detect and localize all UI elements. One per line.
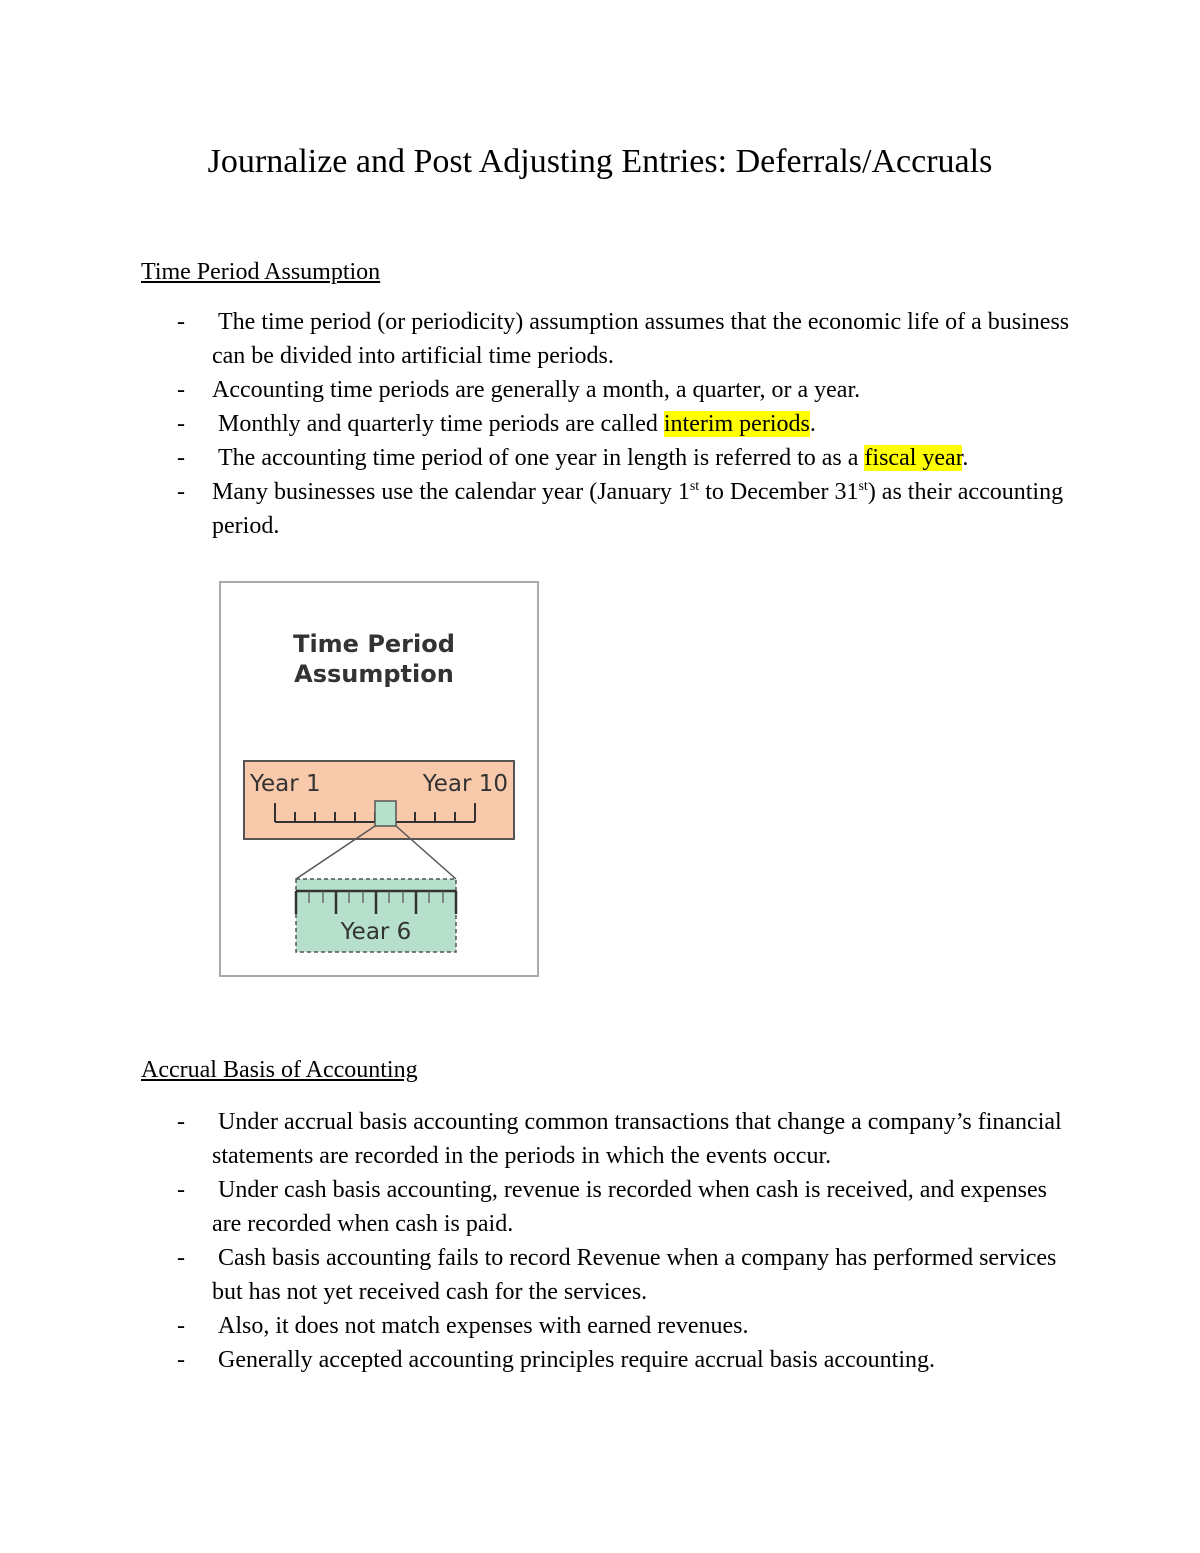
bullet-text: Many businesses use the calendar year (January 1 [212, 479, 690, 505]
bullet-dash: - [177, 1313, 185, 1339]
bullet-text: Generally accepted accounting principles require accrual basis accounting. [218, 1347, 935, 1373]
bullet-text-end: ) as their accounting period. [212, 479, 1064, 539]
list-item [0, 373, 1072, 407]
bullet-dash: - [177, 377, 185, 403]
list-item [0, 1241, 1072, 1309]
time-period-figure [219, 581, 539, 977]
bullet-text-end: . [962, 445, 969, 471]
bullet-text-middle: to December 31 [699, 479, 859, 505]
bullet-text: Under accrual basis accounting common transactions that change a company’s financial statements are recorded in the periods in which the events occur. [212, 1109, 1062, 1169]
bullet-dash: - [177, 309, 185, 335]
bullet-dash: - [177, 1177, 185, 1203]
bullet-dash: - [177, 445, 185, 471]
list-item [0, 1105, 1072, 1173]
bullet-text: Cash basis accounting fails to record Revenue when a company has performed services but has not yet received cash for the services. [212, 1245, 1057, 1305]
list-item [0, 305, 1072, 373]
highlighted-term: fiscal year [864, 445, 963, 471]
superscript: st [689, 479, 700, 494]
bullet-text: Monthly and quarterly time periods are called [218, 411, 664, 437]
time-period-diagram [219, 581, 539, 977]
page-title: Journalize and Post Adjusting Entries: Deferrals/Accruals [207, 143, 993, 180]
bullet-text: The time period (or periodicity) assumption assumes that the economic life of a business can be divided into artificial time periods. [212, 309, 1070, 369]
highlighted-year-marker [375, 801, 396, 826]
list-item [0, 441, 1072, 475]
bullet-dash: - [177, 1347, 185, 1373]
bullet-text: Also, it does not match expenses with earned revenues. [218, 1313, 749, 1339]
bullet-dash: - [177, 411, 185, 437]
highlighted-term: interim periods [663, 411, 810, 437]
list-item [0, 475, 1072, 543]
list-item [0, 1309, 1072, 1343]
figure-title-line1: Time Period [293, 630, 455, 658]
time-period-bullet-list [0, 305, 1200, 543]
list-item [0, 407, 1072, 441]
year-start-label: Year 1 [250, 771, 321, 797]
list-item [0, 1343, 1072, 1377]
figure-title-line2: Assumption [294, 660, 454, 688]
bullet-text-end: . [809, 411, 816, 437]
bullet-dash: - [177, 1245, 185, 1271]
bullet-text: Under cash basis accounting, revenue is recorded when cash is received, and expenses are recorded when cash is paid. [212, 1177, 1048, 1237]
bullet-text: Accounting time periods are generally a month, a quarter, or a year. [212, 377, 861, 403]
bullet-dash: - [177, 1109, 185, 1135]
list-item [0, 1173, 1072, 1241]
section-heading-accrual-basis: Accrual Basis of Accounting [141, 1057, 418, 1083]
bullet-dash: - [177, 479, 185, 505]
accrual-bullet-list [0, 1105, 1200, 1377]
superscript: st [858, 479, 868, 494]
year-end-label: Year 10 [422, 771, 508, 797]
bullet-text: The accounting time period of one year in length is referred to as a [218, 445, 865, 471]
zoomed-year-label: Year 6 [340, 919, 412, 945]
section-heading-time-period: Time Period Assumption [141, 259, 381, 285]
